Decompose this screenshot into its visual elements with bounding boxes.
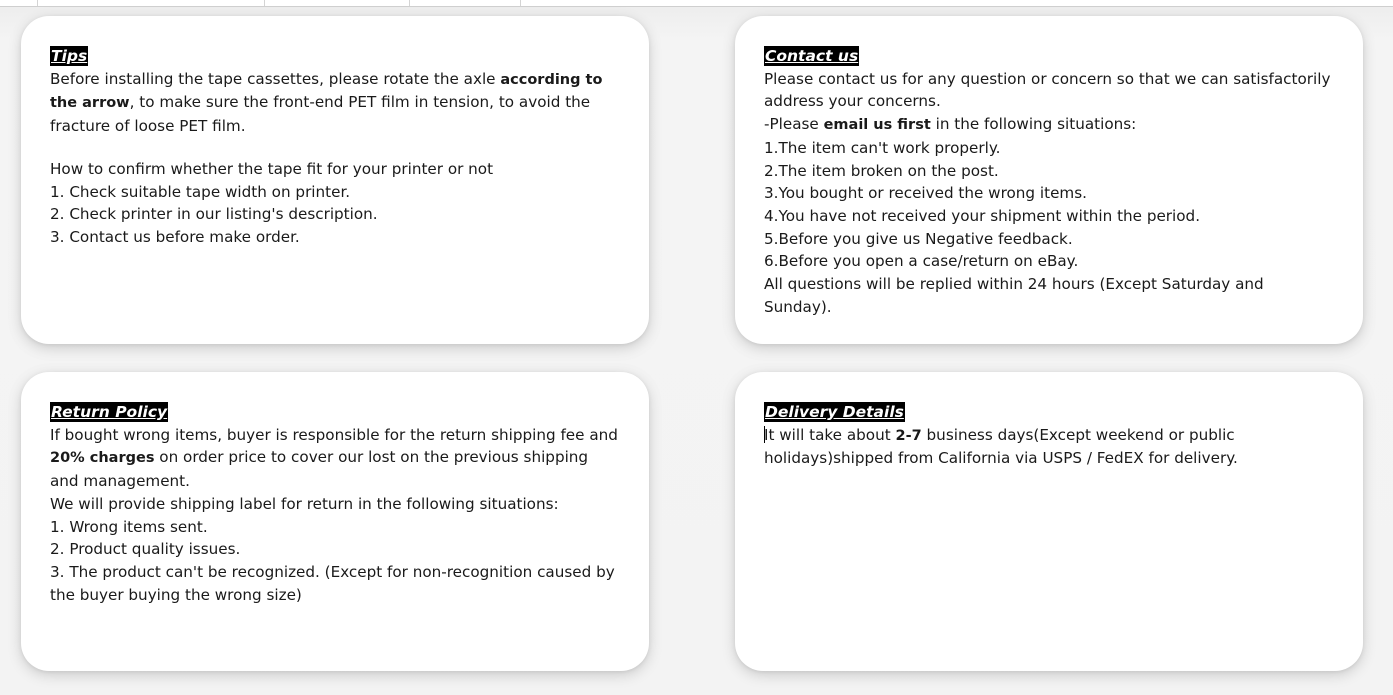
contact-text: -Please — [764, 115, 824, 134]
return-situation: 2. Product quality issues. — [50, 540, 241, 559]
tips-text: Before installing the tape cassettes, please rotate the axle — [50, 69, 501, 88]
return-policy-paragraph — [50, 424, 621, 493]
contact-closing: All questions will be replied within 24 hours (Except Saturday and Sunday). — [764, 275, 1264, 316]
contact-situation: 1.The item can't work properly. — [764, 138, 1001, 157]
contact-text: in the following situations: — [930, 115, 1137, 134]
toolbar-divider — [264, 0, 265, 6]
toolbar-divider — [409, 0, 410, 6]
delivery-title: Delivery Details — [765, 403, 904, 421]
contact-card — [735, 16, 1363, 344]
tips-confirm-heading: How to confirm whether the tape fit for your printer or not — [50, 159, 494, 178]
contact-email-line — [764, 113, 1335, 137]
return-situation: 3. The product can't be recognized. (Except for non-recognition caused by the buyer buying the wrong size) — [50, 562, 615, 604]
delivery-text: business days(Except weekend or public holidays)shipped from California via USPS / FedEX for delivery. — [764, 425, 1238, 468]
return-label-line: We will provide shipping label for return in the following situations: — [50, 494, 559, 513]
return-policy-body — [50, 424, 621, 607]
tips-step: 3. Contact us before make order. — [50, 227, 300, 246]
tips-paragraph — [50, 68, 621, 138]
tips-text: , to make sure the front-end PET film in tension, to avoid the fracture of loose PET film. — [50, 93, 591, 136]
delivery-body[interactable] — [764, 424, 1335, 470]
return-situation: 1. Wrong items sent. — [50, 517, 208, 536]
delivery-details-card — [735, 372, 1363, 671]
tips-card — [21, 16, 649, 344]
tips-body — [50, 68, 621, 249]
toolbar-divider — [520, 0, 521, 6]
contact-intro: Please contact us for any question or concern so that we can satisfactorily address your concerns. — [764, 69, 1331, 111]
tips-step: 2. Check printer in our listing's description. — [50, 205, 378, 224]
return-policy-title: Return Policy — [51, 403, 168, 421]
contact-situation: 3.You bought or received the wrong items. — [764, 184, 1087, 203]
contact-situation: 5.Before you give us Negative feedback. — [764, 229, 1073, 248]
return-text: on order price to cover our lost on the previous shipping and management. — [50, 448, 589, 491]
delivery-text: It will take about — [764, 425, 896, 444]
return-emphasis: 20% charges — [50, 450, 155, 467]
contact-title: Contact us — [765, 47, 859, 65]
delivery-emphasis: 2-7 — [895, 427, 922, 444]
contact-emphasis: email us first — [823, 117, 931, 134]
contact-body — [764, 68, 1335, 319]
toolbar-divider — [37, 0, 38, 6]
top-toolbar-strip — [0, 0, 1393, 7]
return-text: If bought wrong items, buyer is responsible for the return shipping fee and — [50, 425, 618, 444]
tips-emphasis: according to the arrow — [50, 71, 603, 112]
contact-situation: 4.You have not received your shipment within the period. — [764, 206, 1201, 225]
tips-title: Tips — [51, 47, 88, 65]
contact-situation: 6.Before you open a case/return on eBay. — [764, 252, 1079, 271]
tips-step: 1. Check suitable tape width on printer. — [50, 182, 351, 201]
paragraph-gap — [50, 138, 621, 158]
contact-situation: 2.The item broken on the post. — [764, 161, 999, 180]
delivery-paragraph — [764, 424, 1335, 470]
return-policy-card — [21, 372, 649, 671]
